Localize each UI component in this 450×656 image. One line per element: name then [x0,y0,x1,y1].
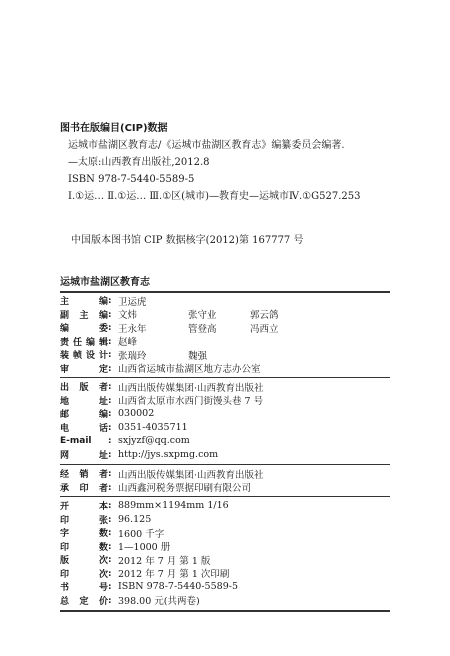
value: 1—1000 册 [118,542,171,554]
value: 魏强 [188,350,208,362]
value: sxjyzf@qq.com [118,435,190,447]
label: 经销者 [60,470,108,481]
label: 电话 [60,423,108,434]
label: 版次 [60,556,108,567]
cip-line: —太原:山西教育出版社,2012.8 [68,157,210,168]
label: 印张 [60,515,108,526]
spec-row: 总定价 : 398.00 元(共两卷) [60,594,200,608]
value: 张守业 [188,310,217,322]
publisher-row: 出版者 : 山西出版传媒集团·山西教育出版社 [60,381,264,394]
value: 2012 年 7 月 第 1 版 [118,555,211,567]
label: 字数 [60,529,108,540]
distribution-row: 承印者 : 山西鑫河税务票据印刷有限公司 [60,481,252,495]
staff-row-deputy-editor: 副主编 : 文炜 张守业 郭云鸽 [60,308,279,322]
value: ISBN 978-7-5440-5589-5 [118,581,238,593]
value: 030002 [118,408,155,420]
spec-row: 版次 : 2012 年 7 月 第 1 版 [60,554,211,567]
value: 山西省运城市盐湖区地方志办公室 [118,364,261,376]
specs-section [60,499,400,607]
divider [60,377,390,378]
value: 1600 千字 [118,528,165,540]
distribution-section [60,467,400,494]
label: 副主编 [60,310,108,321]
cip-line: 运城市盐湖区教育志/《运城市盐湖区教育志》编纂委员会编著. [68,140,345,151]
publisher-row: 地址 : 山西省太原市水西门街馒头巷 7 号 [60,394,264,408]
value: 文炜 [118,310,138,322]
publisher-row: E-mail : sxjyzf@qq.com [60,435,190,447]
publisher-section [60,380,400,461]
value: 管登高 [188,323,217,335]
label: E-mail [60,435,92,446]
label: 书号 [60,583,108,594]
staff-row-responsible-editor: 责任编辑 : 赵峰 [60,335,138,349]
value: 山西出版传媒集团·山西教育出版社 [118,469,264,481]
staff-row-design: 装帧设计 : 张瑞玲 魏强 [60,349,208,362]
staff-row-review: 审定 : 山西省运城市盐湖区地方志办公室 [60,362,261,376]
label: 承印者 [60,483,108,494]
value: 398.00 元(共两卷) [118,596,200,608]
label: 出版者 [60,383,108,394]
cip-title: 图书在版编目(CIP)数据 [60,123,168,134]
label: 地址 [60,396,108,407]
value: 卫运虎 [118,296,147,308]
value: 山西出版传媒集团·山西教育出版社 [118,382,264,394]
book-title: 运城市盐湖区教育志 [60,277,150,288]
publisher-row: 网址 : http://jys.sxpmg.com [60,448,219,461]
value: 王永年 [118,323,147,335]
cip-block [60,121,430,205]
staff-row-committee: 编委 : 王永年 管登高 冯西立 [60,322,279,335]
publisher-row: 邮编 : 030002 [60,408,155,421]
label: 责任编辑 [60,337,108,348]
label: 总定价 [60,596,108,607]
spec-row: 开本 : 889mm×1194mm 1/16 [60,500,229,513]
label: 编委 [60,324,108,335]
distribution-row: 经销者 : 山西出版传媒集团·山西教育出版社 [60,468,264,481]
staff-row-editor-in-chief: 主编 : 卫运虎 [60,295,147,308]
value: 赵峰 [118,337,138,349]
label: 印次 [60,569,108,580]
value: 张瑞玲 [118,350,147,362]
divider [60,291,390,293]
value: 0351-4035711 [118,421,188,433]
spec-row: 印次 : 2012 年 7 月 第 1 次印刷 [60,567,230,581]
value: 2012 年 7 月 第 1 次印刷 [118,569,230,581]
spec-row: 书号 : ISBN 978-7-5440-5589-5 [60,581,238,594]
value: 889mm×1194mm 1/16 [118,500,229,512]
label: 印数 [60,542,108,553]
label: 装帧设计 [60,351,108,362]
label: 邮编 [60,410,108,421]
publisher-row: 电话 : 0351-4035711 [60,421,188,434]
value: http://jys.sxpmg.com [118,448,219,460]
value: 96.125 [118,513,152,525]
spec-row: 印数 : 1—1000 册 [60,540,171,554]
label: 主编 [60,297,108,308]
cip-line: Ⅰ.①运… Ⅱ.①运… Ⅲ.①区(城市)—教育史—运城市Ⅳ.①G527.253 [68,191,361,202]
divider [60,464,390,465]
value: 冯西立 [250,323,279,335]
staff-section [60,294,400,375]
label: 开本 [60,502,108,513]
value: 山西鑫河税务票据印刷有限公司 [118,483,252,495]
divider [60,496,390,497]
value: 郭云鸽 [250,310,279,322]
cip-data-note: 中国版本图书馆 CIP 数据核字(2012)第 167777 号 [71,235,304,246]
label: 网址 [60,450,108,461]
divider [60,610,390,612]
spec-row: 字数 : 1600 千字 [60,527,165,540]
label: 审定 [60,364,108,375]
spec-row: 印张 : 96.125 [60,513,152,526]
cip-line: ISBN 978-7-5440-5589-5 [68,174,195,185]
value: 山西省太原市水西门街馒头巷 7 号 [118,396,264,408]
